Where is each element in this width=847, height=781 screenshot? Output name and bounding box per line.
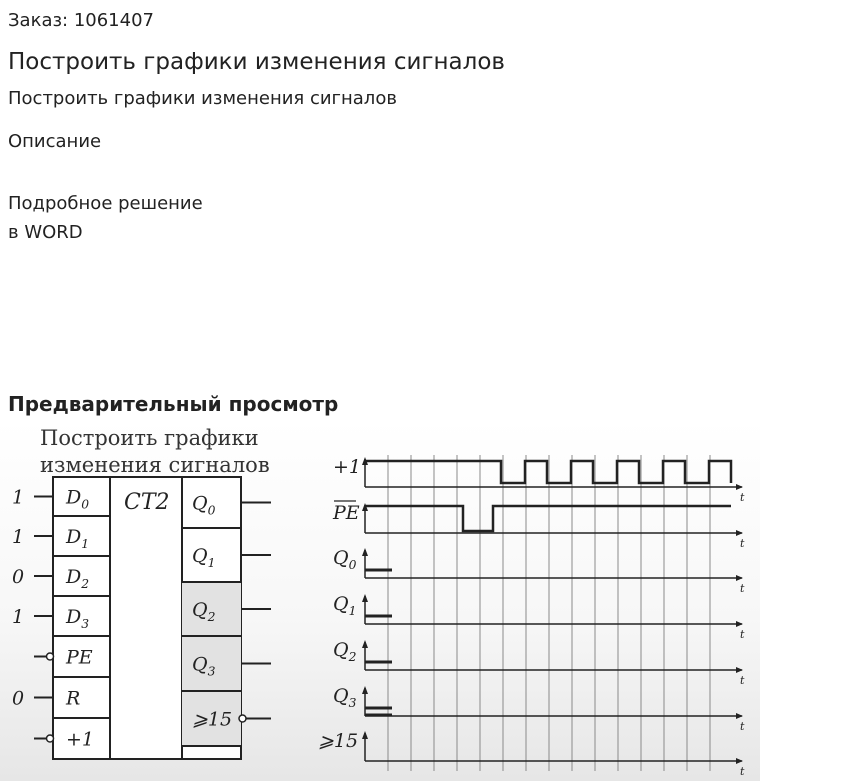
signal-label: $Q_3$ — [333, 685, 357, 710]
inversion-bubble — [239, 715, 246, 722]
signal-label: PE — [333, 502, 360, 524]
inversion-bubble — [47, 735, 54, 742]
output-pin-label: $Q_2$ — [192, 599, 216, 624]
output-pin-label: $Q_1$ — [192, 545, 216, 570]
signal-label: ⩾15 — [318, 730, 359, 752]
input-value: 1 — [12, 486, 25, 509]
time-label: t — [740, 582, 745, 595]
task-subtitle: Построить графики изменения сигналов — [8, 88, 397, 109]
signal-label: +1 — [333, 456, 362, 478]
figure-heading-line2: изменения сигналов — [40, 453, 270, 477]
input-value: 1 — [12, 606, 25, 628]
input-value: 1 — [12, 526, 25, 548]
time-label: t — [740, 491, 745, 504]
input-value: 0 — [12, 687, 25, 710]
input-pin-label: R — [66, 687, 81, 710]
input-pin-label: +1 — [66, 728, 95, 751]
time-label: t — [740, 628, 745, 641]
input-pin-label: PE — [66, 646, 93, 669]
time-label: t — [740, 720, 745, 733]
signal-label: $Q_1$ — [333, 593, 357, 618]
output-pin-label: $Q_0$ — [192, 492, 216, 518]
output-pin-label: ⩾15 — [192, 708, 233, 731]
solution-text-line1: Подробное решение — [8, 193, 203, 214]
input-pin-label: $D_2$ — [66, 566, 90, 591]
preview-heading: Предварительный просмотр — [8, 392, 339, 416]
preview-figure — [0, 420, 847, 781]
output-pin-label: $Q_3$ — [192, 653, 216, 679]
input-pin-label: $D_3$ — [66, 606, 90, 631]
input-value: 0 — [12, 566, 25, 588]
page-title: Построить графики изменения сигналов — [8, 49, 505, 75]
description-label: Описание — [8, 131, 102, 152]
signal-label: $Q_2$ — [333, 639, 357, 664]
time-label: t — [740, 765, 745, 778]
time-label: t — [740, 537, 745, 550]
input-pin-label: $D_0$ — [66, 486, 90, 512]
signal-label: $Q_0$ — [333, 547, 357, 572]
order-number: Заказ: 1061407 — [8, 10, 154, 31]
time-label: t — [740, 674, 745, 687]
solution-text-line2: в WORD — [8, 222, 83, 243]
chip-label: CT2 — [124, 490, 170, 515]
figure-heading-line1: Построить графики — [40, 426, 259, 450]
input-pin-label: $D_1$ — [66, 526, 90, 551]
inversion-bubble — [47, 653, 54, 660]
